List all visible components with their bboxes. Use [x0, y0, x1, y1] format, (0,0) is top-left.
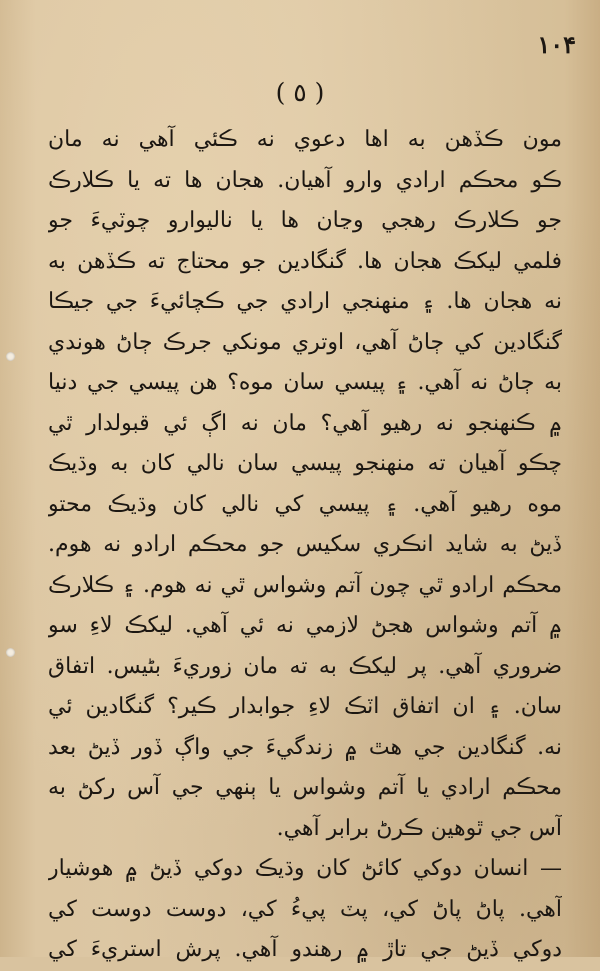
text-line: ۾ آتم وشواس هجڻ لازمي نه ئي آهي. ليکڪ لاءِ سو [48, 613, 562, 638]
text-line: آهي. پاڻ پاڻ کي، پٽ پيءُ کي، دوست دوست کي [48, 896, 562, 922]
text-line: محڪم ارادي يا آتم وشواس يا ٻنهي جي آس رکڻ به [48, 775, 562, 800]
text-line: چڪو آهيان ته منهنجو پيسي سان نالي کان به وڌيڪ [48, 451, 562, 476]
text-line: — انسان دوکي کائڻ کان وڌيڪ دوکي ڏيڻ ۾ هوشيار [48, 856, 562, 881]
text-line: فلمي ليکڪ هجان ها. گنگادين جو محتاج ته ڪڏهن به [48, 248, 562, 274]
text-line: نه. گنگادين جي هٿ ۾ زندگيءَ جي واڳ ڏور ڏيڻ بعد [48, 734, 562, 760]
text-line: موه رهيو آهي. ۽ پيسي کي نالي کان وڌيڪ محتو [48, 491, 562, 517]
text-line: مون ڪڏهن به اها دعوي نه ڪئي آهي نه مان [48, 127, 562, 152]
text-line: ڏيڻ به شايد انڪري سکيس جو محڪم ارادو نه هوم. [48, 532, 562, 557]
text-line: ڪو محڪم ارادي وارو آهيان. هجان ها ته يا ڪلارڪ [48, 167, 562, 193]
text-line: نه هجان ها. ۽ منهنجي ارادي جي ڪچائيءَ جي جيڪا [48, 289, 562, 314]
text-line: ضروري آهي. پر ليکڪ به ته مان زوريءَ بڻيس. اتفاق [48, 653, 562, 679]
binding-hole [6, 352, 15, 361]
text-line: ۾ ڪنهنجو نه رهيو آهي؟ مان نه اڳ ئي قبولدار ٿي [48, 410, 562, 436]
binding-hole [6, 648, 15, 657]
text-line: دوکي ڏيڻ جي تاڙ ۾ رهندو آهي. پرش استريءَ کي [48, 937, 562, 962]
text-line: سان. ۽ ان اتفاق اٽڪ لاءِ جوابدار ڪير؟ گنگادين ئي [48, 694, 562, 719]
body-text [48, 120, 562, 971]
text-line: جو ڪلارڪ رهجي وڃان ها يا ناليوارو چوٽيءَ جو [48, 208, 562, 233]
text-line: گنگادين کي ڄاڻ آهي، اوتري مونکي جرڪ ڄاڻ هوندي [48, 329, 562, 355]
section-number: ( ٥ ) [275, 78, 325, 107]
text-line: محڪم ارادو ٿي چون آتم وشواس ٿي نه هوم. ۽ ڪلارڪ [48, 572, 562, 598]
page-number: ١٠۴ [537, 30, 576, 59]
text-line: به ڄاڻ نه آهي. ۽ پيسي سان موه؟ هن پيسي جي دنيا [48, 370, 562, 395]
text-line: آس جي ٿوهين ڪرڻ برابر آهي. [276, 815, 562, 841]
